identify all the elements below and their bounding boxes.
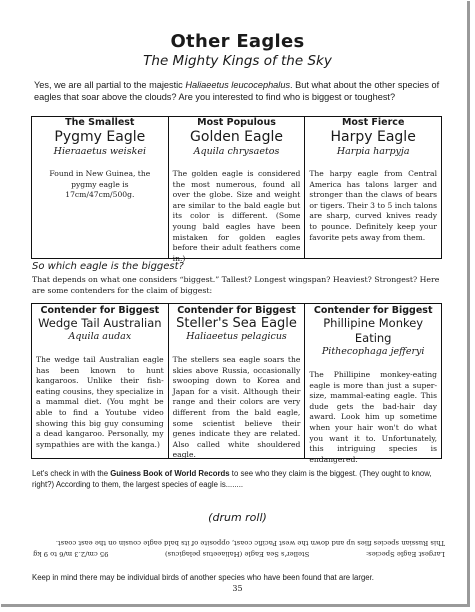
eagle-name: Phillipine Monkey Eating [323,316,424,345]
category-label: Most Populous [197,117,276,128]
eagle-table-records [31,116,442,263]
intro-paragraph [34,79,454,103]
eagle-name: Steller's Sea Eagle [176,316,297,331]
intro-text-2: . But what about the other species of eagles that soar above the clouds? Are you interested to find who is biggest or toughest? [34,80,440,102]
eagle-description: The Phillipine monkey-eating eagle is more than just a super-size, mammal-eating eagle. This dude gets the bad-hair day award. Look him up sometime when your hair won't do what you want it to. Unfortunately, this intriguing species is endangered. [309,370,438,464]
answer-species: Steller's Sea Eagle (Haliaeetus pelagicus) [164,550,310,558]
category-label: Contender for Biggest [177,305,296,316]
eagle-card-most-fierce [304,117,441,258]
page-number: 35 [232,584,243,593]
eagle-description: The golden eagle is considered the most numerous, found all over the globe. Size and weight are similar to the bald eagle but its color is different. (Some young bald eagles have been mistaken for golden eagles before their adult feathers come in.) [172,169,301,263]
scientific-name: Aquila chrysaetos [193,146,280,157]
eagle-description: The stellers sea eagle soars the skies above Russia, occasionally swooping down to Korea and Japan for a visit. Although their range and their colors are very different from the bald eagle, some scientist believe their genes indicate they are related. Also called white shouldered eagle. [172,355,301,460]
eagle-table-contenders [31,303,442,464]
category-label: The Smallest [65,117,135,128]
answer-line-2: This Russian species flies up and down the west Pacific coast, opposite of its bald eagle cousin on the east coast. [55,539,445,547]
records-text-2: to see who they claim is the biggest. (They ought to know, right?) According to them, the largest species of eagle is........ [32,469,432,489]
intro-text-1: Yes, we are all partial to the majestic [34,80,186,90]
eagle-name: Wedge Tail Australian [38,316,162,330]
eagle-description: Found in New Guinea, the pygmy eagle is 17cm/47cm/500g. [49,169,151,200]
scientific-name: Haliaeetus pelagicus [186,331,287,342]
scientific-name: Aquila audax [68,331,132,342]
eagle-name: Harpy Eagle [330,129,416,145]
scientific-name: Pithecophaga jefferyi [321,346,425,357]
answer-measurements: 95 cm/2.3 m/6 to 9 kg [33,550,109,558]
records-paragraph [32,468,444,490]
eagle-name: Pygmy Eagle [54,129,146,145]
question-heading: So which eagle is the biggest? [32,261,184,272]
answer-line-1 [33,548,445,559]
drum-roll: (drum roll) [208,511,267,524]
page-title: Other Eagles [170,31,305,52]
intro-species: Haliaeetus leucocephalus [185,80,291,90]
eagle-name: Golden Eagle [190,129,283,145]
footer-note: Keep in mind there may be individual birds of another species who have been found that are larger. [32,573,374,582]
eagle-card-smallest [32,117,168,258]
category-label: Contender for Biggest [313,305,433,316]
records-book: Guiness Book of World Records [110,469,230,478]
eagle-description: The wedge tail Australian eagle has been known to hunt kangaroos. Unlike their fish-eating cousins, they specialize in a mammal diet. (You mght be able to find a Youtube video showing this big guy consuming a dead kangaroo. Personally, my sympathies are with the kanga.) [36,355,164,449]
eagle-description: The harpy eagle from Central America has talons larger and stronger than the claws of bears or tigers. Their 3 to 5 inch talons are sharp, curved knives ready to pounce. Definitely keep your favorite pets away from them. [309,169,438,242]
scientific-name: Hieraaetus weiskei [53,146,147,157]
scientific-name: Harpia harpyja [336,146,410,157]
answer-label: Largest Eagle Species: [365,550,445,558]
upside-down-answer [33,531,445,559]
contender-card-phillipine [304,304,441,464]
question-text: That depends on what one considers “biggest.” Tallest? Longest wingspan? Heaviest? Strongest? Here are some contenders for the claim of biggest: [32,275,440,295]
category-label: Contender for Biggest [40,305,160,316]
eagle-card-most-populous [168,117,305,263]
category-label: Most Fierce [341,117,405,128]
records-text-1: Let's check in with the [32,469,111,478]
page-subtitle: The Mighty Kings of the Sky [143,53,332,69]
contender-card-wedge-tail [32,304,168,458]
contender-card-stellers [168,304,305,458]
